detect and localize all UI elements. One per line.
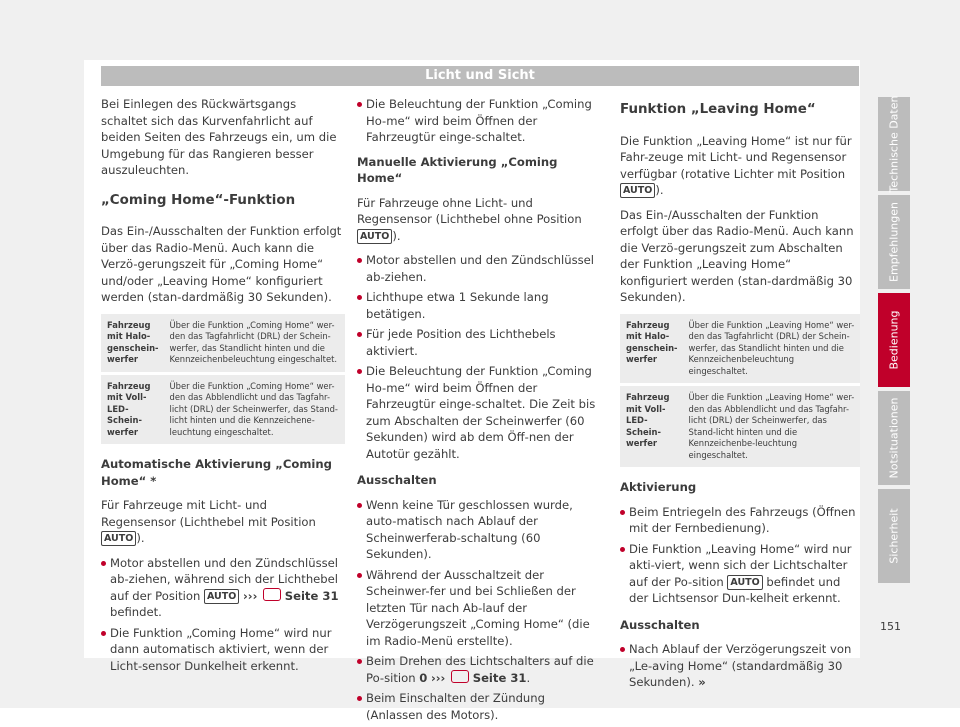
table-row: [101, 314, 345, 374]
light-switch-zero-icon: 0: [419, 670, 428, 685]
list-item: Während der Ausschaltzeit der Scheinwer-fer und bei Schließen der letzten Tür nach Ab-lauf der Verzögerungszeit „Coming Home“ (die im Radio-Menü erstellte).: [357, 567, 604, 650]
table-key: Fahrzeug mit Halo-genschein-werfer: [620, 314, 683, 385]
column-1: [101, 96, 345, 678]
manual-activation-heading: Manuelle Aktivierung „Coming Home“: [357, 154, 558, 185]
list-item: Lichthupe etwa 1 Sekunde lang betätigen.: [357, 289, 604, 322]
auto-activation-heading: Automatische Aktivierung „Coming Home“ *: [101, 457, 332, 488]
continue-icon: »: [698, 675, 706, 689]
tab-bedienung[interactable]: Bedienung: [878, 293, 910, 387]
auto-symbol-icon: AUTO: [357, 229, 392, 244]
table-row: [620, 385, 860, 468]
switch-off-heading: Ausschalten: [357, 473, 437, 487]
section-header-bar: [101, 66, 859, 86]
column-3: [620, 96, 860, 695]
table-key: Fahrzeug mit Voll-LED-Schein-werfer: [101, 373, 164, 444]
arrows-icon: ›››: [243, 588, 258, 603]
activation-heading: Aktivierung: [620, 480, 697, 494]
page-reference-link[interactable]: Seite 31: [284, 588, 339, 603]
leaving-home-heading: Funktion „Leaving Home“: [620, 102, 816, 117]
tab-technische-daten[interactable]: Technische Daten: [878, 97, 910, 191]
table-value: Über die Funktion „Coming Home“ wer-den das Abblendlicht und das Tagfahr-licht (DRL) der Scheinwerfer, das Stand-licht hinten und die Kennzeichene-leuchtung eingeschaltet.: [164, 373, 345, 444]
intro-paragraph: Bei Einlegen des Rückwärtsgangs schaltet sich das Kurvenfahrlicht auf beiden Seiten des Fahrzeugs ein, um die Umgebung für das Rangieren besser auszuleuchten.: [101, 97, 337, 177]
auto-symbol-icon: AUTO: [204, 589, 239, 604]
table-value: Über die Funktion „Coming Home“ wer-den das Tagfahrlicht (DRL) der Schein-werfer, das Standlicht hinten und die Kennzeichenbeleuchtung eingeschaltet.: [164, 314, 345, 374]
table-key: Fahrzeug mit Voll-LED-Schein-werfer: [620, 385, 683, 468]
list-item: Die Beleuchtung der Funktion „Coming Ho-me“ wird beim Öffnen der Fahrzeugtür einge-schaltet.: [357, 96, 604, 146]
arrows-icon: ›››: [431, 670, 446, 685]
list-item: Die Beleuchtung der Funktion „Coming Ho-me“ wird beim Öffnen der Fahrzeugtür einge-schaltet. Die Zeit bis zum Abschalten der Scheinwerfer (60 Sekunden) wird ab dem Öff-nen der Autotür gezählt.: [357, 363, 604, 462]
coming-home-heading: „Coming Home“-Funktion: [101, 192, 296, 208]
table-value: Über die Funktion „Leaving Home“ wer-den das Tagfahrlicht (DRL) der Schein-werfer, das Standlicht hinten und die Kennzeichenbeleuchtung eingeschaltet.: [683, 314, 860, 385]
page-reference-link[interactable]: Seite 31: [472, 670, 527, 685]
column-2: [357, 96, 604, 727]
table-key: Fahrzeug mit Halo-genschein-werfer: [101, 314, 164, 374]
tab-sicherheit[interactable]: Sicherheit: [878, 489, 910, 583]
book-link-icon[interactable]: [451, 670, 469, 683]
tab-empfehlungen[interactable]: Empfehlungen: [878, 195, 910, 289]
list-item: Motor abstellen und den Zündschlüssel ab-ziehen.: [357, 252, 604, 285]
table-row: [101, 373, 345, 444]
list-item: Die Funktion „Leaving Home“ wird nur akti-viert, wenn sich der Lichtschalter auf der Po-sition AUTO befindet und der Lichtsensor Dun-kelheit erkennt.: [620, 541, 860, 607]
list-item: Beim Einschalten der Zündung (Anlassen des Motors).: [357, 690, 604, 723]
auto-symbol-icon: AUTO: [101, 531, 136, 546]
list-item: Beim Drehen des Lichtschalters auf die Po-sition 0 ››› Seite 31.: [357, 653, 604, 686]
table-value: Über die Funktion „Leaving Home“ wer-den das Abblendlicht und das Tagfahr-licht (DRL) der Scheinwerfer, das Stand-licht hinten und die Kennzeichenbe-leuchtung eingeschaltet.: [683, 385, 860, 468]
list-item: Beim Entriegeln des Fahrzeugs (Öffnen mit der Fernbedienung).: [620, 504, 860, 537]
coming-home-table: [101, 314, 345, 445]
auto-activation-paragraph: Für Fahrzeuge mit Licht- und Regensensor (Lichthebel mit Position AUTO ).: [101, 498, 316, 545]
list-item: Die Funktion „Coming Home“ wird nur dann automatisch aktiviert, wenn der Licht-sensor Dunkelheit erkennt.: [101, 625, 345, 675]
list-item: Nach Ablauf der Verzögerungszeit von „Le-aving Home“ (standardmäßig 30 Sekunden). »: [620, 641, 860, 691]
coming-home-paragraph: Das Ein-/Ausschalten der Funktion erfolgt über das Radio-Menü. Auch kann die Verzö-gerungszeit für „Coming Home“ und/oder „Leaving Home“ konfiguriert werden (stan-dardmäßig 30 Sekunden).: [101, 224, 342, 304]
auto-symbol-icon: AUTO: [727, 575, 762, 590]
leaving-home-paragraph-1: Die Funktion „Leaving Home“ ist nur für Fahr-zeuge mit Licht- und Regensensor verfügbar (rotative Lichter mit Position AUTO ).: [620, 133, 852, 197]
auto-symbol-icon: AUTO: [620, 183, 655, 198]
switch-off-heading: Ausschalten: [620, 617, 700, 632]
book-link-icon[interactable]: [263, 588, 281, 601]
leaving-home-paragraph-2: Das Ein-/Ausschalten der Funktion erfolgt über das Radio-Menü. Auch kann die Verzö-gerungszeit zum Abschalten der Funktion „Leaving Home“ konfiguriert werden (stan-dardmäßig 30 Sekunden).: [620, 207, 854, 304]
table-row: [620, 314, 860, 385]
section-title: Licht und Sicht: [425, 68, 535, 83]
list-item: Motor abstellen und den Zündschlüssel ab-ziehen, während sich der Lichthebel auf der Position AUTO ››› Seite 31 befindet.: [101, 555, 345, 621]
list-item: Wenn keine Tür geschlossen wurde, auto-matisch nach Ablauf der Scheinwerferab-schaltung (60 Sekunden).: [357, 497, 604, 563]
leaving-home-table: [620, 314, 860, 468]
list-item: Für jede Position des Lichthebels aktiviert.: [357, 326, 604, 359]
manual-activation-paragraph: Für Fahrzeuge ohne Licht- und Regensensor (Lichthebel ohne Position AUTO ).: [357, 195, 582, 243]
page-number: 151: [880, 620, 901, 633]
tab-notsituationen[interactable]: Notsituationen: [878, 391, 910, 485]
